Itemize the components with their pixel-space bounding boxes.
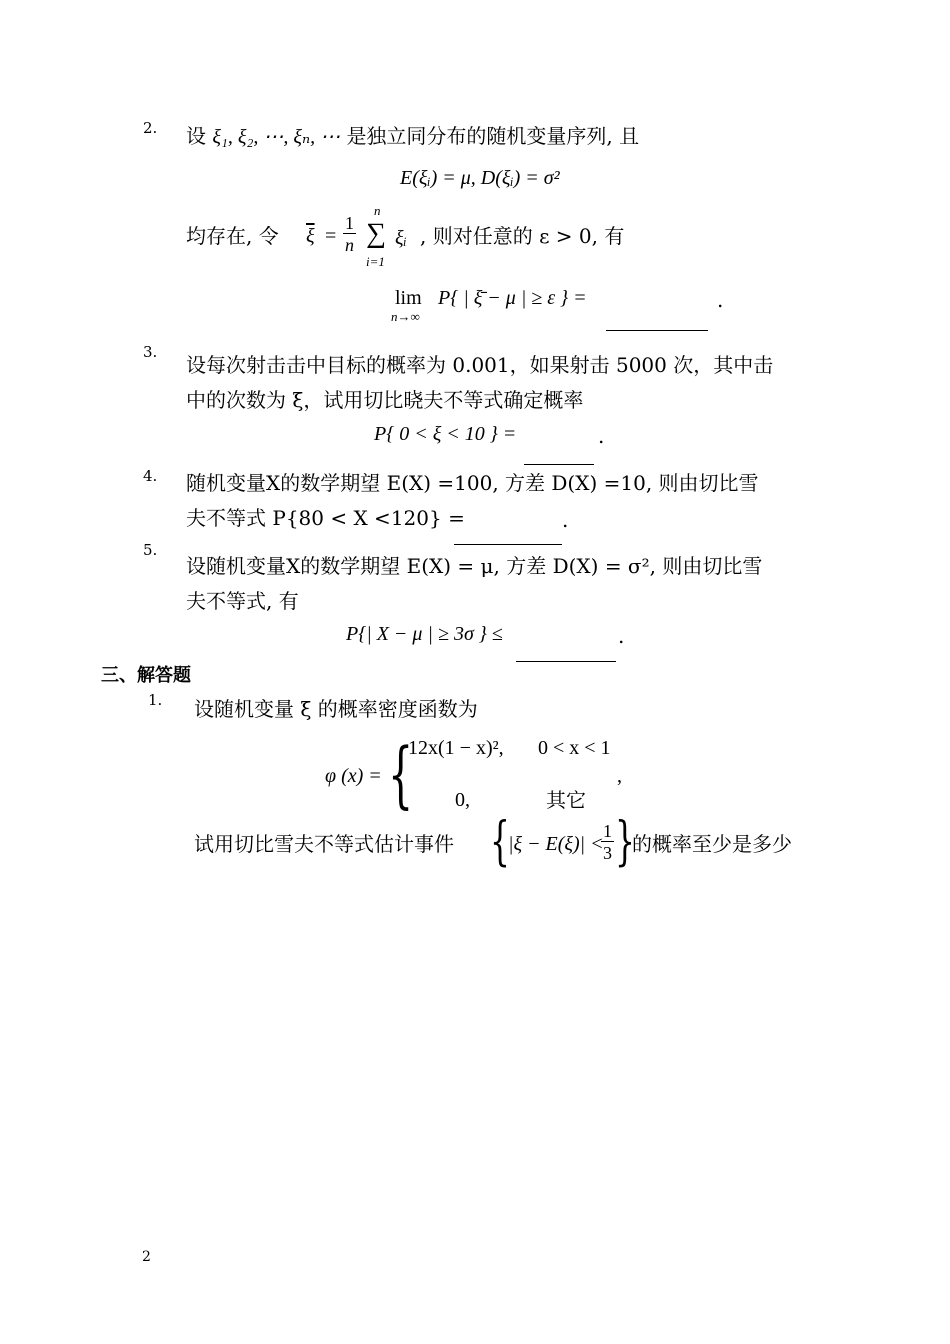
q2-prob-expr: P{ | ξ̄ − μ | ≥ ε } = — [438, 287, 587, 309]
q4-answer-blank — [454, 526, 562, 546]
s1-event-expr: |ξ − E(ξ)| < — [508, 833, 604, 855]
q2-lim-sub: n→∞ — [391, 309, 420, 324]
q2-sequence: ξ₁, ξ₂, ⋯, ξₙ, ⋯ — [212, 126, 341, 148]
s1-line3-prefix: 试用切比雪夫不等式估计事件 — [194, 832, 454, 856]
q2-line3-suffix: , 则对任意的 ε > 0, 有 — [420, 224, 625, 248]
s1-case1-expr: 12x(1 − x)², — [408, 737, 504, 759]
q3-line3: P{ 0 < ξ < 10 } = — [374, 423, 517, 445]
q2-sum-lower: i=1 — [366, 254, 385, 269]
section-heading: 三、解答题 — [101, 665, 191, 686]
q5-line2: 夫不等式, 有 — [186, 589, 299, 613]
q2-frac-num: 1 — [345, 213, 354, 233]
s1-case1-cond: 0 < x < 1 — [538, 737, 611, 759]
q2-equals: = — [325, 225, 337, 247]
page-number: 2 — [142, 1249, 151, 1265]
q3-answer-blank — [524, 446, 594, 466]
q5-number: 5. — [143, 541, 158, 559]
q3-end: . — [598, 424, 605, 448]
q3-number: 3. — [143, 343, 158, 361]
q3-line1: 设每次射击击中目标的概率为 0.001，如果射击 5000 次，其中击 — [186, 353, 774, 377]
q2-xi-i: ξᵢ — [395, 227, 407, 249]
q5-line3: P{| X − μ | ≥ 3σ } ≤ — [346, 623, 503, 645]
s1-number: 1. — [148, 691, 163, 709]
q2-line3-prefix: 均存在, 令 — [186, 224, 279, 248]
s1-line3-suffix: 的概率至少是多少 — [632, 832, 792, 856]
q2-frac — [343, 214, 356, 254]
s1-event-num: 1 — [603, 821, 612, 841]
s1-line1: 设随机变量 ξ 的概率密度函数为 — [194, 697, 478, 721]
s1-case2-cond: 其它 — [546, 788, 586, 812]
s1-phi-lhs: φ (x) = — [325, 765, 382, 787]
q2-line1-suffix: 是独立同分布的随机变量序列, 且 — [346, 124, 640, 148]
q2-lim: lim — [395, 287, 422, 309]
q2-number: 2. — [143, 119, 158, 137]
q2-end: . — [717, 288, 724, 312]
q4-end: . — [562, 508, 569, 532]
q4-number: 4. — [143, 467, 158, 485]
q2-sum-symbol: ∑ — [366, 218, 386, 249]
s1-event-lbrace: { — [490, 812, 510, 872]
q2-xi-bar: $\overline{\xi}$ — [306, 225, 315, 247]
s1-event-rbrace: } — [615, 812, 635, 872]
q5-line1: 设随机变量X的数学期望 E(X) = μ, 方差 D(X) = σ², 则由切比雪 — [186, 554, 763, 578]
q4-line1: 随机变量X的数学期望 E(X) =100, 方差 D(X) =10, 则由切比雪 — [186, 471, 759, 495]
q2-answer-blank — [606, 312, 708, 332]
q4-line2: 夫不等式 P{80 < X <120} = — [186, 506, 465, 530]
q3-line2: 中的次数为 ξ，试用切比晓夫不等式确定概率 — [186, 388, 584, 412]
q2-moments: E(ξᵢ) = μ, D(ξᵢ) = σ² — [400, 167, 560, 189]
q5-answer-blank — [516, 643, 616, 663]
q5-end: . — [618, 624, 625, 648]
q2-sum-upper: n — [374, 203, 381, 218]
q2-line1-prefix: 设 — [186, 124, 206, 148]
q2-line1 — [186, 126, 639, 147]
s1-case2-expr: 0, — [455, 789, 470, 811]
q2-frac-den: n — [345, 235, 354, 255]
s1-event-frac — [601, 822, 614, 862]
s1-comma: , — [617, 765, 622, 787]
s1-left-brace: { — [388, 732, 414, 816]
s1-event-den: 3 — [603, 843, 612, 863]
